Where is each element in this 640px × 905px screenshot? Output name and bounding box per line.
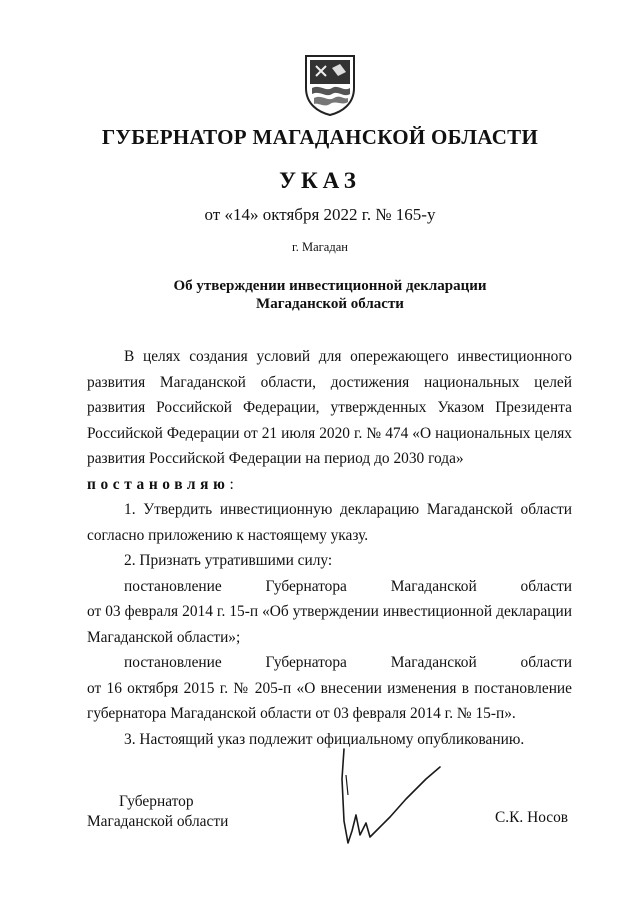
item-2b-first-line: постановление Губернатора Магаданской области <box>124 654 572 671</box>
signatory-role <box>87 792 228 832</box>
title-line-2: Магаданской области <box>256 296 404 312</box>
signatory-name: С.К. Носов <box>495 809 569 826</box>
decree-word: постановляю <box>87 475 230 493</box>
preamble-text: В целях создания условий для опережающего инвестиционного развития Магаданской области, достижения национальных целей развития Российской Федерации, утвержденных Указом Президента Российской Федерации от 21 июля 2020 г. № 474 «О национальных целях развития Российской Федерации на период до 2030 года» <box>87 348 572 467</box>
item-2a-rest: от 03 февраля 2014 г. 15-п «Об утверждении инвестиционной декларации Магаданской области»; <box>87 603 572 646</box>
item-3: 3. Настоящий указ подлежит официальному опубликованию. <box>124 730 525 748</box>
item-2b-rest: от 16 октября 2015 г. № 205-п «О внесении изменения в постановление губернатора Магаданской области от 03 февраля 2014 г. № 15-п». <box>87 679 572 722</box>
preamble-paragraph <box>87 344 572 472</box>
document-body <box>87 344 572 752</box>
item-2: 2. Признать утратившими силу: <box>124 552 333 569</box>
city: г. Магадан <box>292 240 348 254</box>
authority-heading: ГУБЕРНАТОР МАГАДАНСКОЙ ОБЛАСТИ <box>101 125 539 149</box>
item-1: 1. Утвердить инвестиционную декларацию Магаданской области согласно приложению к настоящему указу. <box>87 501 572 544</box>
decree-colon: : <box>229 475 234 493</box>
date-number: от «14» октября 2022 г. № 165-у <box>204 205 436 224</box>
decree-line <box>87 472 572 498</box>
document-title <box>0 277 640 313</box>
role-line-1: Губернатор <box>119 793 194 810</box>
document-type-heading: УКАЗ <box>279 168 361 193</box>
role-line-2: Магаданской области <box>87 813 229 830</box>
item-2a-first-line: постановление Губернатора Магаданской области <box>124 577 572 595</box>
title-line-1: Об утверждении инвестиционной декларации <box>173 278 487 294</box>
handwritten-signature <box>330 745 450 865</box>
coat-of-arms-emblem <box>302 54 358 116</box>
